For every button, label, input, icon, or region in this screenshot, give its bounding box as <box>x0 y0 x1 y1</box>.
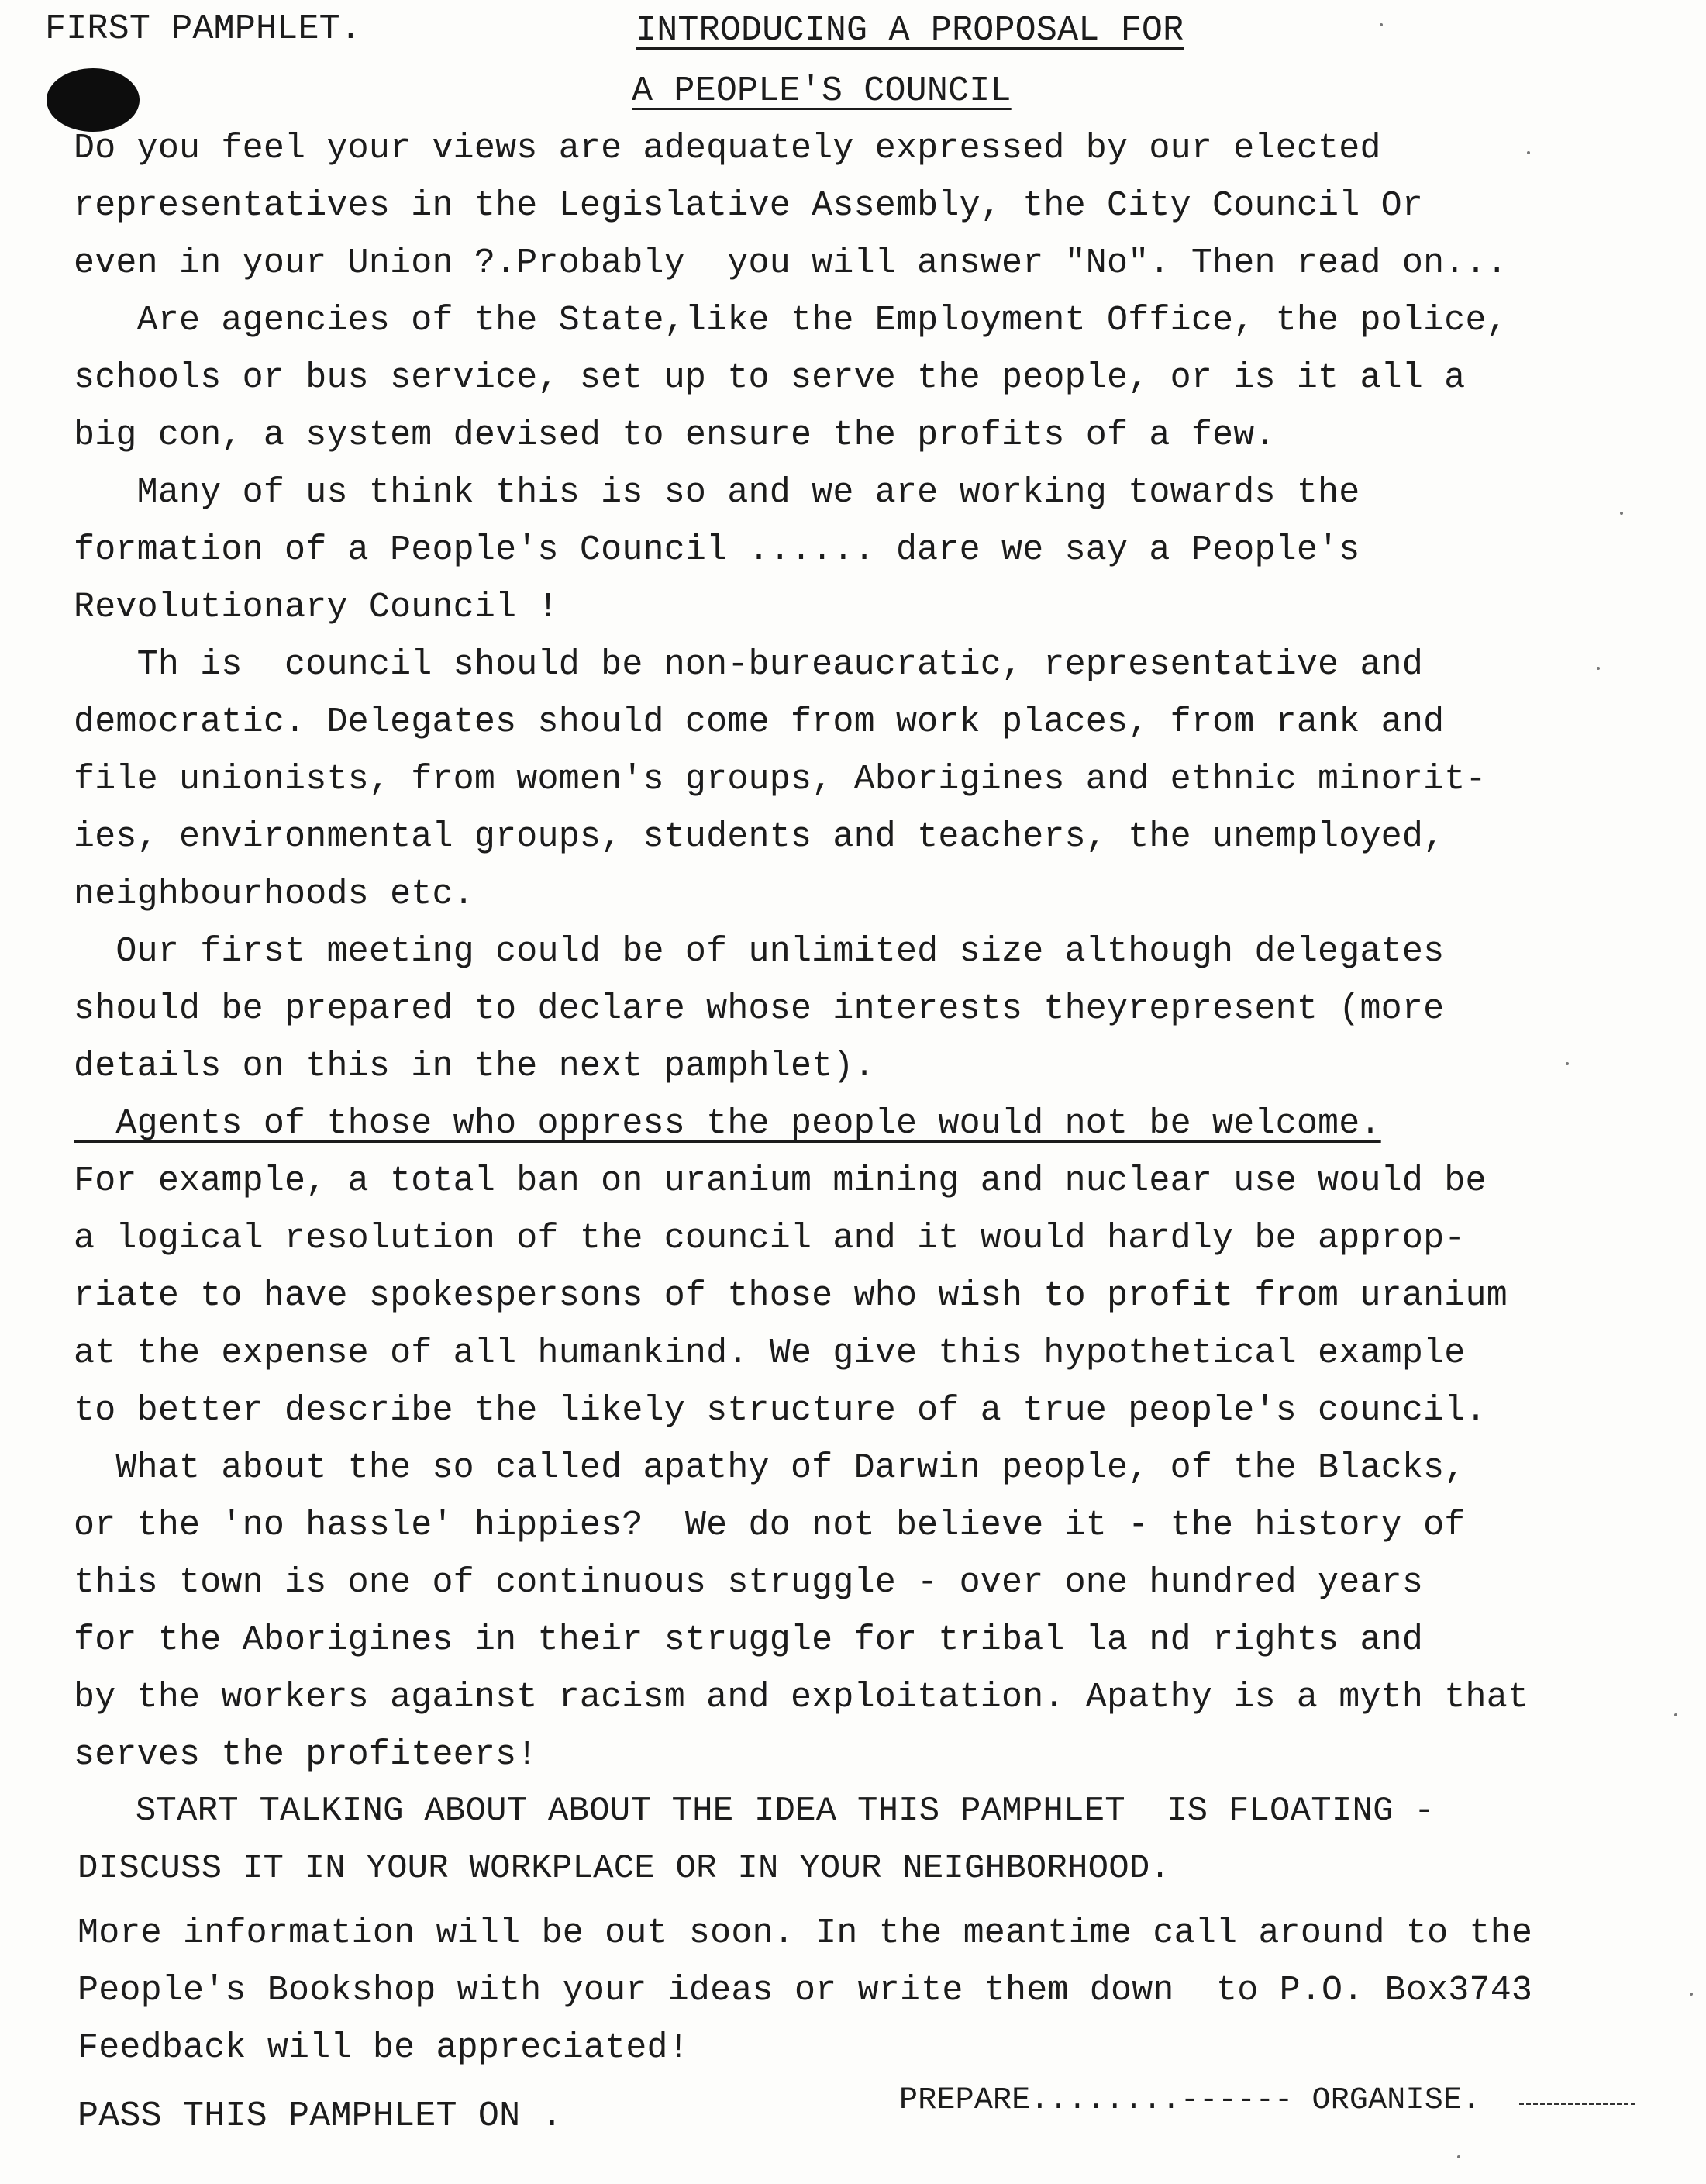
call-to-action-line-2: DISCUSS IT IN YOUR WORKPLACE OR IN YOUR NEIGHBORHOOD. <box>78 1849 1171 1888</box>
body-line: to better describe the likely structure of a true people's council. <box>74 1391 1487 1430</box>
body-line: big con, a system devised to ensure the profits of a few. <box>74 416 1276 455</box>
scan-speck <box>1620 512 1623 515</box>
body-line: details on this in the next pamphlet). <box>74 1047 875 1086</box>
body-line: or the 'no hassle' hippies? We do not believe it - the history of <box>74 1506 1466 1545</box>
pass-on-line: PASS THIS PAMPHLET ON . <box>78 2096 563 2136</box>
body-line: ies, environmental groups, students and teachers, the unemployed, <box>74 817 1445 857</box>
info-line-2: People's Bookshop with your ideas or write them down to P.O. Box3743 <box>78 1971 1533 2010</box>
scan-speck <box>1674 1713 1677 1716</box>
body-line: Our first meeting could be of unlimited size although delegates <box>74 932 1445 971</box>
body-line: even in your Union ?.Probably you will answer "No". Then read on... <box>74 243 1508 283</box>
signature-dashes <box>1519 2103 1635 2105</box>
body-line: this town is one of continuous struggle - over one hundred years <box>74 1563 1424 1603</box>
scan-speck <box>1566 1062 1569 1065</box>
body-line: at the expense of all humankind. We give this hypothetical example <box>74 1334 1466 1373</box>
body-line: schools or bus service, set up to serve the people, or is it all a <box>74 358 1466 398</box>
scan-speck <box>1380 23 1383 26</box>
scan-speck <box>1527 151 1530 154</box>
title-line-2: A PEOPLE'S COUNCIL <box>632 71 1012 111</box>
scan-speck <box>1690 1993 1693 1996</box>
body-line: a logical resolution of the council and it would hardly be approp- <box>74 1219 1466 1258</box>
body-line: should be prepared to declare whose interests theyrepresent (more <box>74 989 1445 1029</box>
body-line-underlined: Agents of those who oppress the people would not be welcome. <box>74 1104 1381 1144</box>
ink-blot <box>47 68 140 132</box>
body-line: file unionists, from women's groups, Aborigines and ethnic minorit- <box>74 760 1487 799</box>
pamphlet-label: FIRST PAMPHLET. <box>45 9 362 49</box>
prepare-organise-line: PREPARE........------ ORGANISE. <box>899 2083 1481 2118</box>
body-line: Th is council should be non-bureaucratic, representative and <box>74 645 1424 685</box>
info-line-3: Feedback will be appreciated! <box>78 2028 689 2068</box>
body-line: for the Aborigines in their struggle for tribal la nd rights and <box>74 1620 1424 1660</box>
body-line: Are agencies of the State,like the Employment Office, the police, <box>74 301 1508 340</box>
body-line: by the workers against racism and exploitation. Apathy is a myth that <box>74 1678 1529 1717</box>
body-line: Many of us think this is so and we are working towards the <box>74 473 1360 512</box>
title-line-1: INTRODUCING A PROPOSAL FOR <box>636 11 1184 50</box>
info-line-1: More information will be out soon. In the meantime call around to the <box>78 1913 1533 1953</box>
body-line: serves the profiteers! <box>74 1735 538 1775</box>
body-line: representatives in the Legislative Assembly, the City Council Or <box>74 186 1424 226</box>
body-line: riate to have spokespersons of those who wish to profit from uranium <box>74 1276 1508 1316</box>
call-to-action-line-1: START TALKING ABOUT ABOUT THE IDEA THIS PAMPHLET IS FLOATING - <box>74 1792 1435 1830</box>
body-line: formation of a People's Council ...... dare we say a People's <box>74 530 1360 570</box>
scan-speck <box>1597 667 1600 670</box>
scan-speck <box>1457 2155 1460 2158</box>
body-line: For example, a total ban on uranium mining and nuclear use would be <box>74 1161 1487 1201</box>
body-line: Do you feel your views are adequately expressed by our elected <box>74 129 1381 168</box>
body-line: What about the so called apathy of Darwin people, of the Blacks, <box>74 1448 1466 1488</box>
body-line: Revolutionary Council ! <box>74 588 559 627</box>
body-line: neighbourhoods etc. <box>74 875 474 914</box>
body-line: democratic. Delegates should come from work places, from rank and <box>74 702 1445 742</box>
